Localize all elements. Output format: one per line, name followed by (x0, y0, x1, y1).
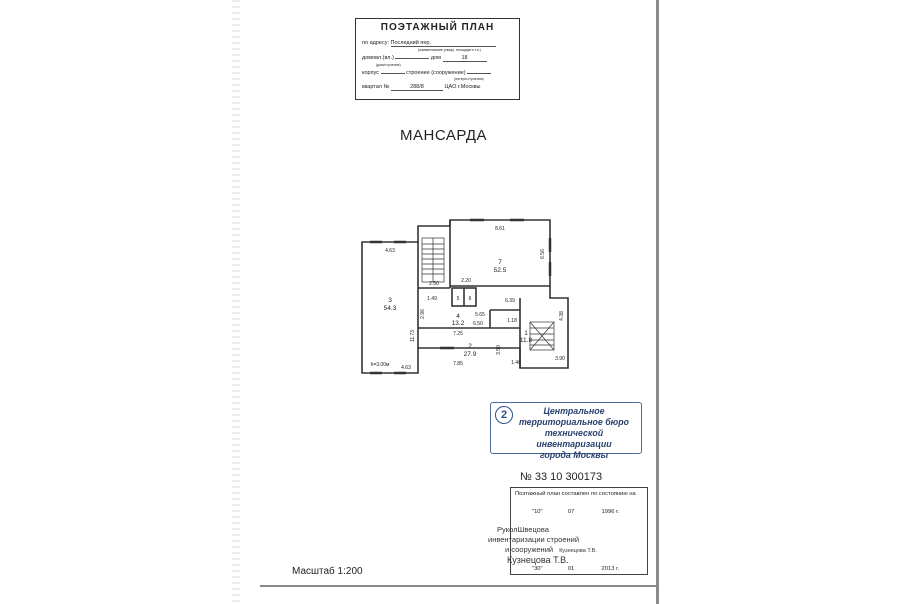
cert-year-1: 1996 (601, 509, 615, 515)
district-value: ЦАО г.Москвы (444, 84, 481, 90)
signer-line (497, 525, 549, 534)
cert-day-2: 30 (534, 566, 541, 572)
height-note: h=3.00м (370, 362, 390, 368)
korpus-row (362, 70, 491, 76)
dim-small-c: 1.46 (511, 360, 521, 366)
dim-left-corridor: 2.96 (420, 309, 426, 319)
stroenie-label: строение (сооружение) (406, 70, 466, 76)
official-name-overlay: Кузнецова Т.В. (559, 548, 597, 554)
bureau-stamp (490, 402, 642, 460)
document-number: № 33 10 300173 (520, 471, 603, 483)
room-2-area: 27.9 (463, 351, 477, 358)
dom-label: дом (430, 55, 441, 61)
dim-room2-top: 7.25 (453, 331, 463, 337)
sheet-right-border (656, 0, 659, 604)
dim-stair-right: 4.38 (559, 311, 565, 321)
dim-room4-b: 6.50 (473, 321, 483, 327)
cert-date-1: "10" 07 1996 г. (532, 509, 620, 515)
address-label: по адресу: (362, 40, 389, 46)
official-line-2 (505, 545, 597, 554)
dim-room7-bottom: 6.39 (505, 298, 515, 304)
windows (370, 220, 550, 373)
room-3-area: 54.3 (383, 305, 397, 312)
stair-top (422, 238, 444, 282)
dim-room1-bottom: 3.90 (555, 356, 565, 362)
dom-value: 18 (443, 55, 487, 62)
floor-title: МАНСАРДА (400, 127, 488, 144)
signer-prefix: Рукол (497, 525, 518, 534)
dim-room2-bottom: 7.85 (453, 361, 463, 367)
room-7-area: 52.5 (493, 267, 507, 274)
stamp-line-1: Центральное (543, 406, 605, 416)
dim-top-left: 4.63 (385, 248, 395, 254)
cert-suffix-1: г. (616, 509, 620, 515)
kvartal-value: 288/8 (391, 84, 443, 91)
dim-room3-height: 11.73 (410, 329, 416, 343)
address-hint: (наименование улицы, площади и т.п.) (418, 48, 481, 52)
room-2-number: 2 (468, 343, 472, 350)
official-line-2-text: и сооружений (505, 545, 554, 554)
room-4-number: 4 (456, 313, 460, 320)
cert-year-2: 2013 (601, 566, 615, 572)
dim-stair-width: 2.50 (429, 281, 439, 287)
cert-date-2: "30" 01 2013 г. (532, 566, 620, 572)
dim-room4-a: 5.65 (475, 312, 485, 318)
signer-name: Швецова (517, 525, 549, 534)
stamp-badge: 2 (495, 406, 513, 424)
cert-suffix-2: г. (616, 566, 620, 572)
dim-top-room7: 8.61 (495, 226, 505, 232)
official-name: Кузнецова Т.В. (507, 555, 569, 565)
cert-month-2: 01 (567, 566, 575, 572)
house-hint: (дом/строение) (376, 63, 401, 67)
sheet-bottom-border (260, 585, 658, 587)
scale-label: Масштаб 1:200 (292, 566, 363, 577)
dim-bottom-left: 4.63 (401, 365, 411, 371)
cert-month-1: 07 (567, 509, 575, 515)
stamp-line-2: территориальное бюро (518, 417, 630, 427)
cert-line-1: Поэтажный план составлен по состоянию на (515, 491, 636, 497)
korpus-label: корпус (362, 70, 380, 76)
dim-small-a: 1.49 (427, 296, 437, 302)
stair-right (530, 322, 554, 350)
dim-small-b: 1.18 (507, 318, 517, 324)
stamp-text (509, 406, 639, 461)
kvartal-label: квартал № (362, 84, 390, 90)
room-6-number: 6 (468, 296, 472, 302)
stamp-line-3: технической инвентаризации (536, 428, 612, 449)
floor-plan (360, 218, 580, 378)
room-1-area: 11.8 (519, 337, 533, 344)
dim-room2-height: 3.50 (496, 345, 502, 355)
room-4-area: 13.2 (451, 320, 465, 327)
address-row (362, 40, 496, 47)
header-title: ПОЭТАЖНЫЙ ПЛАН (380, 22, 495, 33)
house-row (362, 55, 487, 62)
room-1-number: 1 (524, 330, 528, 337)
official-line-1: инвентаризации строений (488, 535, 580, 544)
header-box (355, 18, 520, 100)
stamp-line-4: города Москвы (539, 450, 609, 460)
stroenie-hint: (литера строения) (454, 77, 484, 81)
kvartal-row (362, 84, 481, 91)
room-7-number: 7 (498, 259, 502, 266)
address-value: Последний пер. (391, 40, 496, 47)
room-5-number: 5 (456, 296, 460, 302)
house-label: домовл.(вл.) (362, 55, 394, 61)
dim-corridor-a: 2.20 (461, 278, 471, 284)
room-3-number: 3 (388, 297, 392, 304)
dim-room7-height: 6.56 (540, 249, 546, 259)
cert-day-1: 10 (534, 509, 541, 515)
